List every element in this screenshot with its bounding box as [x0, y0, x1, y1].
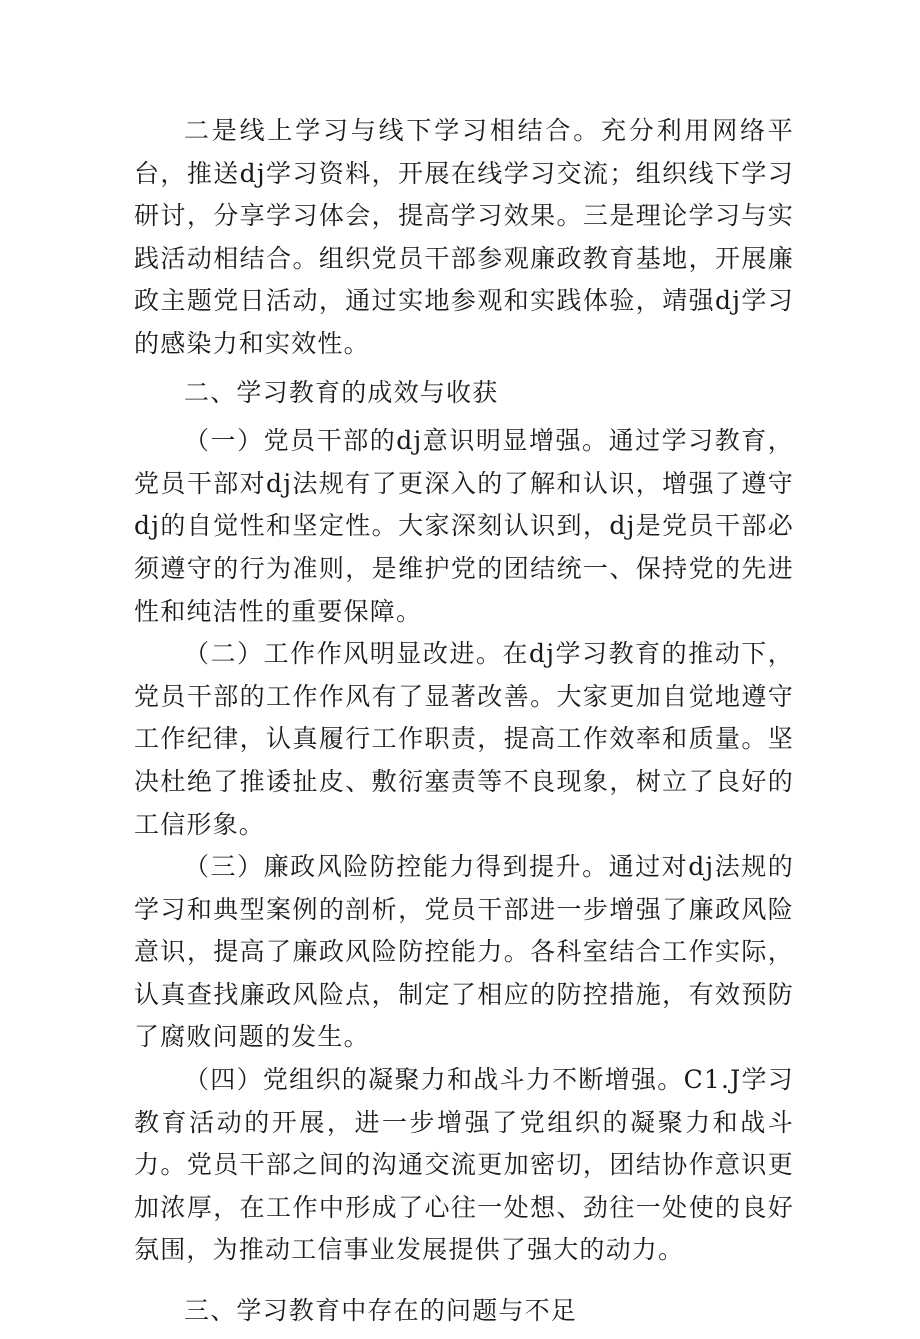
paragraph-online-offline-learning: 二是线上学习与线下学习相结合。充分利用网络平台，推送dj学习资料，开展在线学习交流；组织线下学习研讨，分享学习体会，提高学习效果。三是理论学习与实践活动相结合。组织党员干部参观廉政教育基地，开展廉政主题党日活动，通过实地参观和实践体验，靖强dj学习的感染力和实效性。	[134, 116, 794, 358]
section-heading-problems: 三、学习教育中存在的问题与不足	[184, 1296, 578, 1326]
paragraph-awareness-enhanced: （一）党员干部的dj意识明显增强。通过学习教育，党员干部对dj法规有了更深入的了解和认识，增强了遵守dj的自觉性和坚定性。大家深刻认识到，dj是党员干部必须遵守的行为准则，是维护党的团结统一、保持党的先进性和纯洁性的重要保障。	[134, 426, 794, 626]
document-body	[134, 110, 794, 1339]
paragraph-risk-control-improved: （三）廉政风险防控能力得到提升。通过对dj法规的学习和典型案例的剖析，党员干部进一步增强了廉政风险意识，提高了廉政风险防控能力。各科室结合工作实际，认真查找廉政风险点，制定了相应的防控措施，有效预防了腐败问题的发生。	[134, 852, 794, 1052]
paragraph-work-style-improved: （二）工作作风明显改进。在dj学习教育的推动下，党员干部的工作作风有了显著改善。大家更加自觉地遵守工作纪律，认真履行工作职责，提高工作效率和质量。坚决杜绝了推诿扯皮、敷衍塞责等不良现象，树立了良好的工信形象。	[134, 639, 794, 839]
section-heading-results: 二、学习教育的成效与收获	[184, 377, 499, 407]
paragraph-cohesion-enhanced: （四）党组织的凝聚力和战斗力不断增强。C1.J学习教育活动的开展，进一步增强了党组织的凝聚力和战斗力。党员干部之间的沟通交流更加密切，团结协作意识更加浓厚，在工作中形成了心往一处想、劲往一处使的良好氛围，为推动工信事业发展提供了强大的动力。	[134, 1065, 794, 1265]
